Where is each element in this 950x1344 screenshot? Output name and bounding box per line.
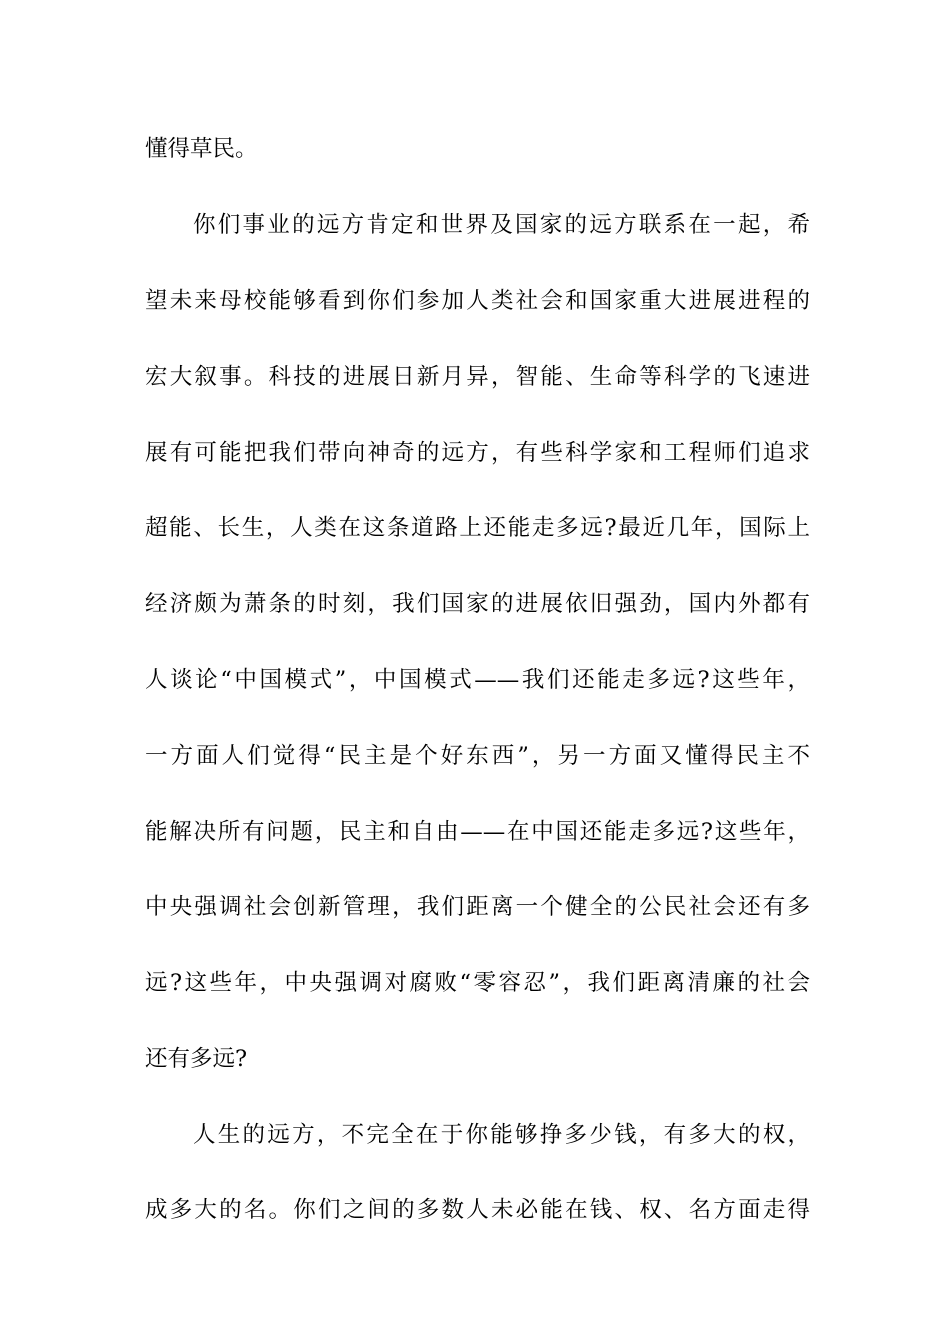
text-line: 中央强调社会创新管理，我们距离一个健全的公民社会还有多 <box>145 894 810 920</box>
text-line: 能解决所有问题，民主和自由——在中国还能走多远?这些年， <box>145 819 810 845</box>
text-line: 远?这些年，中央强调对腐败“零容忍”，我们距离清廉的社会 <box>145 970 810 996</box>
text-line: 人生的远方，不完全在于你能够挣多少钱，有多大的权， <box>193 1122 810 1148</box>
text-line: 经济颇为萧条的时刻，我们国家的进展依旧强劲，国内外都有 <box>145 591 810 617</box>
text-line: 超能、长生，人类在这条道路上还能走多远?最近几年，国际上 <box>145 515 810 541</box>
text-line: 望未来母校能够看到你们参加人类社会和国家重大进展进程的 <box>145 288 810 314</box>
text-line: 你们事业的远方肯定和世界及国家的远方联系在一起，希 <box>193 212 810 238</box>
text-line: 宏大叙事。科技的进展日新月异，智能、生命等科学的飞速进 <box>145 364 810 390</box>
text-line: 一方面人们觉得“民主是个好东西”，另一方面又懂得民主不 <box>145 743 810 769</box>
text-line: 展有可能把我们带向神奇的远方，有些科学家和工程师们追求 <box>145 440 810 466</box>
text-line: 人谈论“中国模式”，中国模式——我们还能走多远?这些年， <box>145 667 810 693</box>
text-line: 成多大的名。你们之间的多数人未必能在钱、权、名方面走得 <box>145 1197 810 1223</box>
text-line: 还有多远? <box>145 1046 248 1072</box>
text-line: 懂得草民。 <box>145 136 258 162</box>
